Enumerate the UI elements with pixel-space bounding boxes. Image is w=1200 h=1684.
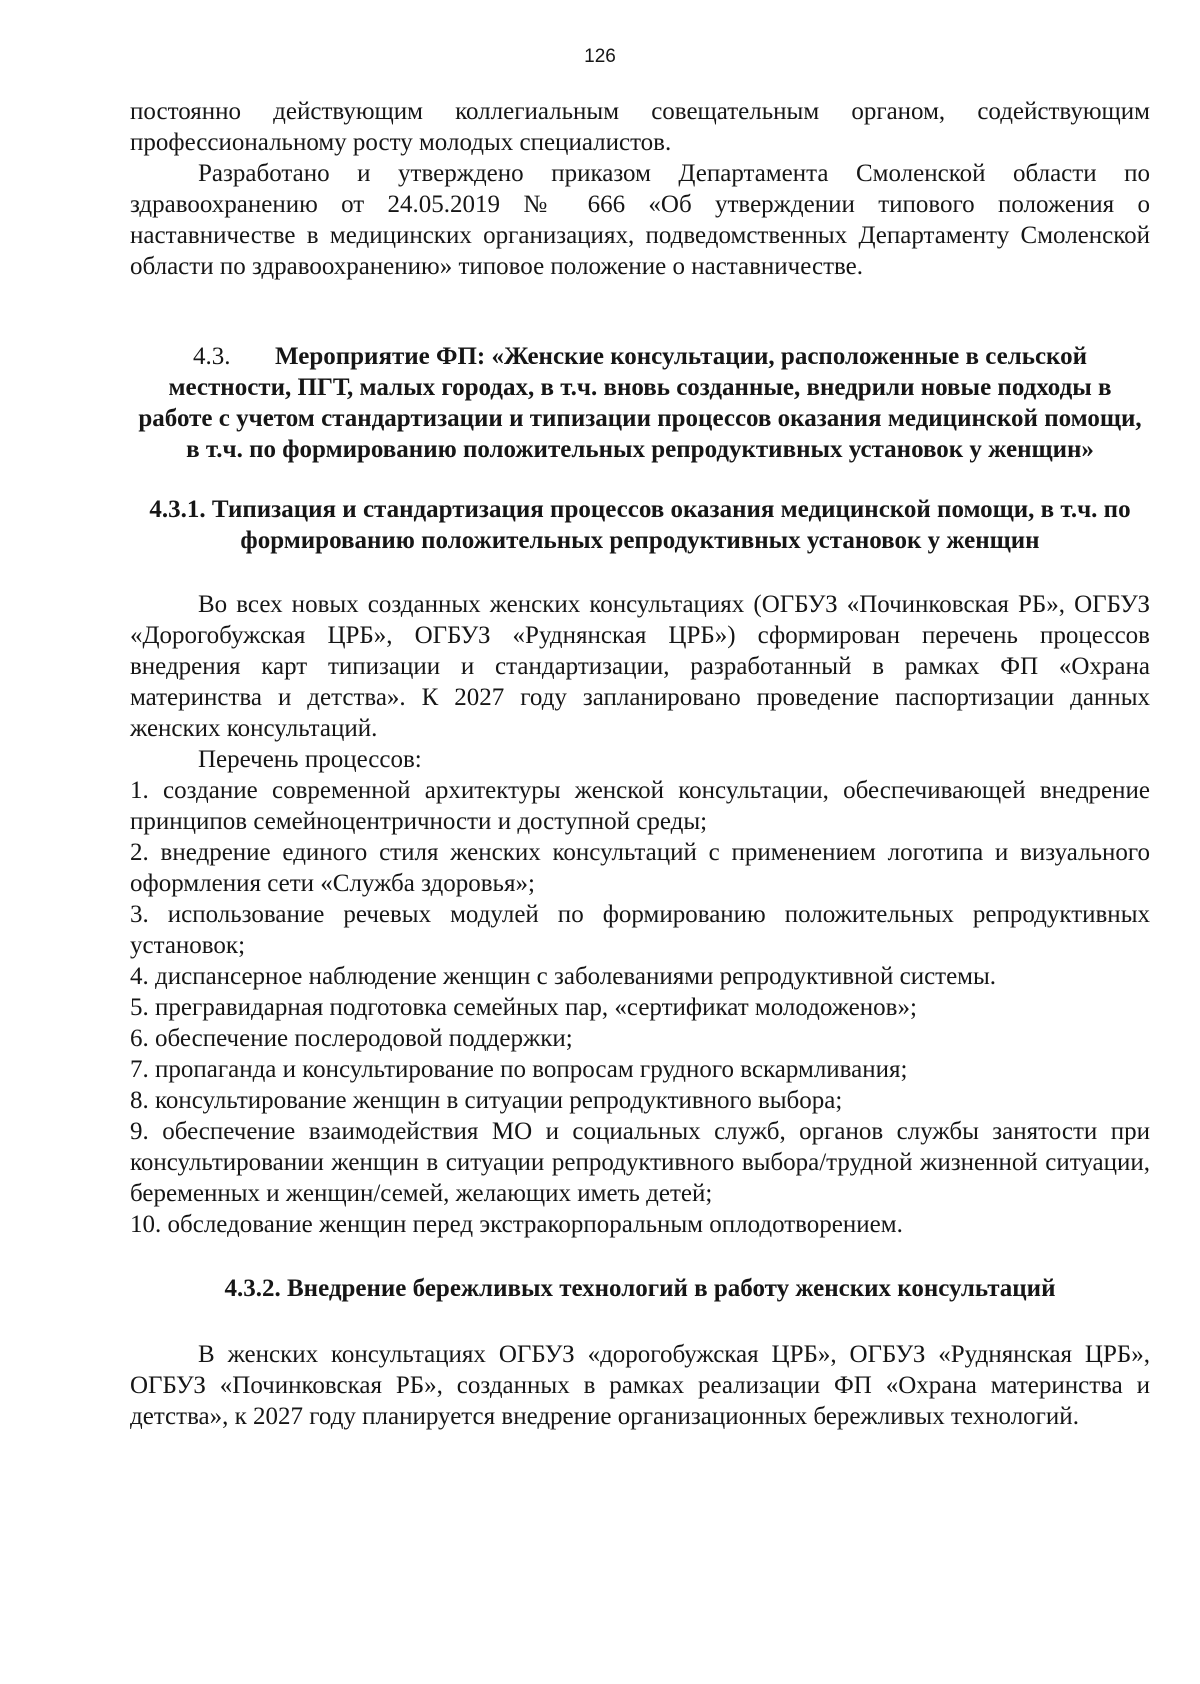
list-item: 4. диспансерное наблюдение женщин с заболеваниями репродуктивной системы. <box>130 963 997 990</box>
list-item: 9. обеспечение взаимодействия МО и социальных служб, органов службы занятости при консультировании женщин в ситуации репродуктивного выбора/трудной жизненной ситуации, беременных и женщин/семей, желающих иметь детей; <box>130 1118 1150 1207</box>
list-item: 2. внедрение единого стиля женских консультаций с применением логотипа и визуального оформления сети «Служба здоровья»; <box>130 839 1150 897</box>
list-item: 1. создание современной архитектуры женской консультации, обеспечивающей внедрение принципов семейноцентричности и доступной среды; <box>130 777 1150 835</box>
list-item: 6. обеспечение послеродовой поддержки; <box>130 1025 573 1052</box>
subsection-heading-4-3-1: 4.3.1. Типизация и стандартизация процессов оказания медицинской помощи, в т.ч. по формированию положительных репродуктивных установок у женщин <box>149 496 1131 554</box>
paragraph: Во всех новых созданных женских консультациях (ОГБУЗ «Починковская РБ», ОГБУЗ «Дорогобужская ЦРБ», ОГБУЗ «Руднянская ЦРБ») сформирован перечень процессов внедрения карт типизации и стандартизации, разработанный в рамках ФП «Охрана материнства и детства». К 2027 году запланировано проведение паспортизации данных женских консультаций. <box>130 591 1150 742</box>
list-item: 5. прегравидарная подготовка семейных пар, «сертификат молодоженов»; <box>130 994 917 1021</box>
paragraph: постоянно действующим коллегиальным совещательным органом, содействующим профессиональному росту молодых специалистов. <box>130 98 1150 156</box>
page-number: 126 <box>584 46 616 67</box>
subsection-heading-4-3-2: 4.3.2. Внедрение бережливых технологий в работу женских консультаций <box>224 1275 1056 1302</box>
process-list <box>130 775 1150 1240</box>
page-content <box>130 96 1150 1432</box>
section-title: Мероприятие ФП: «Женские консультации, расположенные в сельской местности, ПГТ, малых городах, в т.ч. вновь созданные, внедрили новые подходы в работе с учетом стандартизации и типизации процессов оказания медицинской помощи, в т.ч. по формированию положительных репродуктивных установок у женщин» <box>138 343 1142 463</box>
list-item: 8. консультирование женщин в ситуации репродуктивного выбора; <box>130 1087 843 1114</box>
section-heading-4-3 <box>130 341 1150 465</box>
section-number: 4.3. <box>192 343 231 370</box>
paragraph: В женских консультациях ОГБУЗ «дорогобужская ЦРБ», ОГБУЗ «Руднянская ЦРБ», ОГБУЗ «Починковская РБ», созданных в рамках реализации ФП «Охрана материнства и детства», к 2027 году планируется внедрение организационных бережливых технологий. <box>130 1341 1150 1430</box>
list-item: 3. использование речевых модулей по формированию положительных репродуктивных установок; <box>130 901 1150 959</box>
list-intro: Перечень процессов: <box>198 746 422 773</box>
paragraph: Разработано и утверждено приказом Департамента Смоленской области по здравоохранению от 24.05.2019 № 666 «Об утверждении типового положения о наставничестве в медицинских организациях, подведомственных Департаменту Смоленской области по здравоохранению» типовое положение о наставничестве. <box>130 160 1150 280</box>
list-item: 10. обследование женщин перед экстракорпоральным оплодотворением. <box>130 1211 903 1238</box>
list-item: 7. пропаганда и консультирование по вопросам грудного вскармливания; <box>130 1056 908 1083</box>
